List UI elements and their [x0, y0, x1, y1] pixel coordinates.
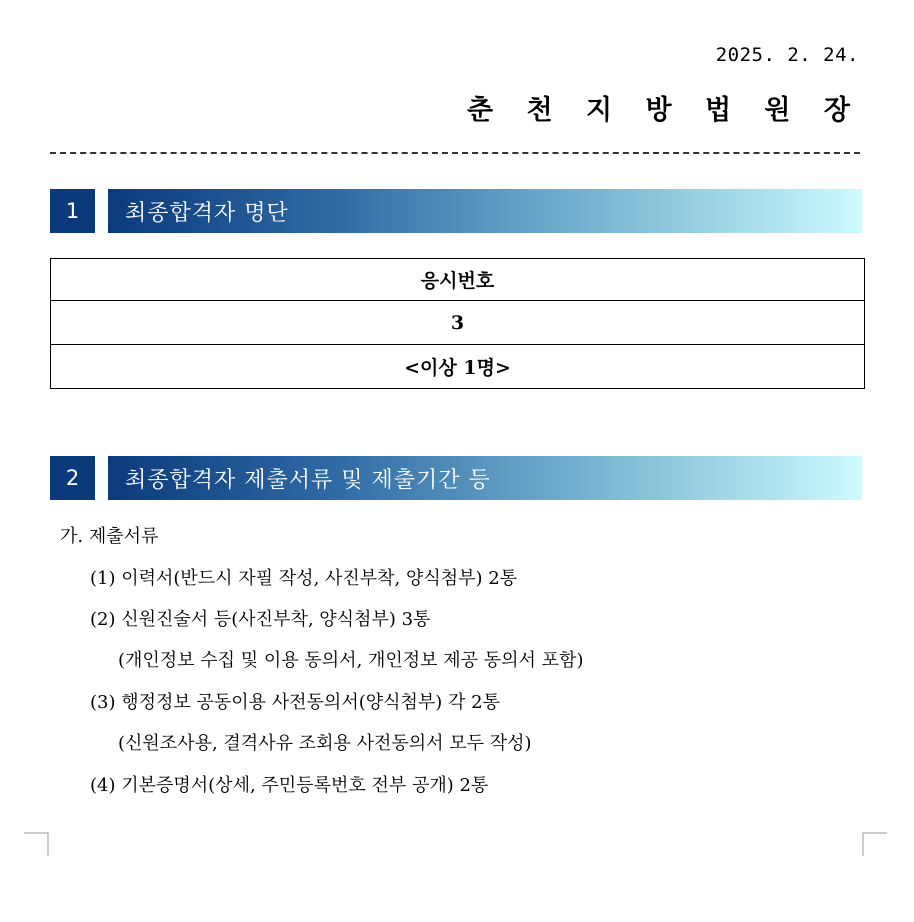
table-summary: <이상 1명> — [51, 345, 865, 389]
crop-mark-right — [862, 832, 888, 858]
table-header-cell: 응시번호 — [51, 259, 865, 301]
documents-heading: 가. 제출서류 — [60, 526, 159, 547]
table-header-row — [51, 259, 865, 301]
section-2-number: 2 — [50, 456, 95, 500]
document-item-note: (개인정보 수집 및 이용 동의서, 개인정보 제공 동의서 포함) — [118, 650, 584, 671]
section-2-header — [50, 456, 862, 500]
divider — [50, 152, 860, 154]
section-1-title: 최종합격자 명단 — [108, 189, 862, 233]
section-1-header — [50, 189, 862, 233]
document-item: (3) 행정정보 공동이용 사전동의서(양식첨부) 각 2통 — [90, 692, 500, 713]
table-cell-value: 3 — [51, 301, 865, 345]
organization-name: 춘 천 지 방 법 원 장 — [467, 95, 862, 126]
document-item-note: (신원조사용, 결격사유 조회용 사전동의서 모두 작성) — [118, 733, 532, 754]
date: 2025. 2. 24. — [715, 44, 859, 66]
document-item: (2) 신원진술서 등(사진부착, 양식첨부) 3통 — [90, 609, 431, 630]
document-item: (4) 기본증명서(상세, 주민등록번호 전부 공개) 2통 — [90, 775, 489, 796]
section-2-title: 최종합격자 제출서류 및 제출기간 등 — [108, 456, 862, 500]
table-row — [51, 345, 865, 389]
document-item: (1) 이력서(반드시 자필 작성, 사진부착, 양식첨부) 2통 — [90, 568, 518, 589]
section-1-number: 1 — [50, 189, 95, 233]
crop-mark-left — [24, 832, 50, 858]
table-row — [51, 301, 865, 345]
results-table — [50, 258, 865, 389]
